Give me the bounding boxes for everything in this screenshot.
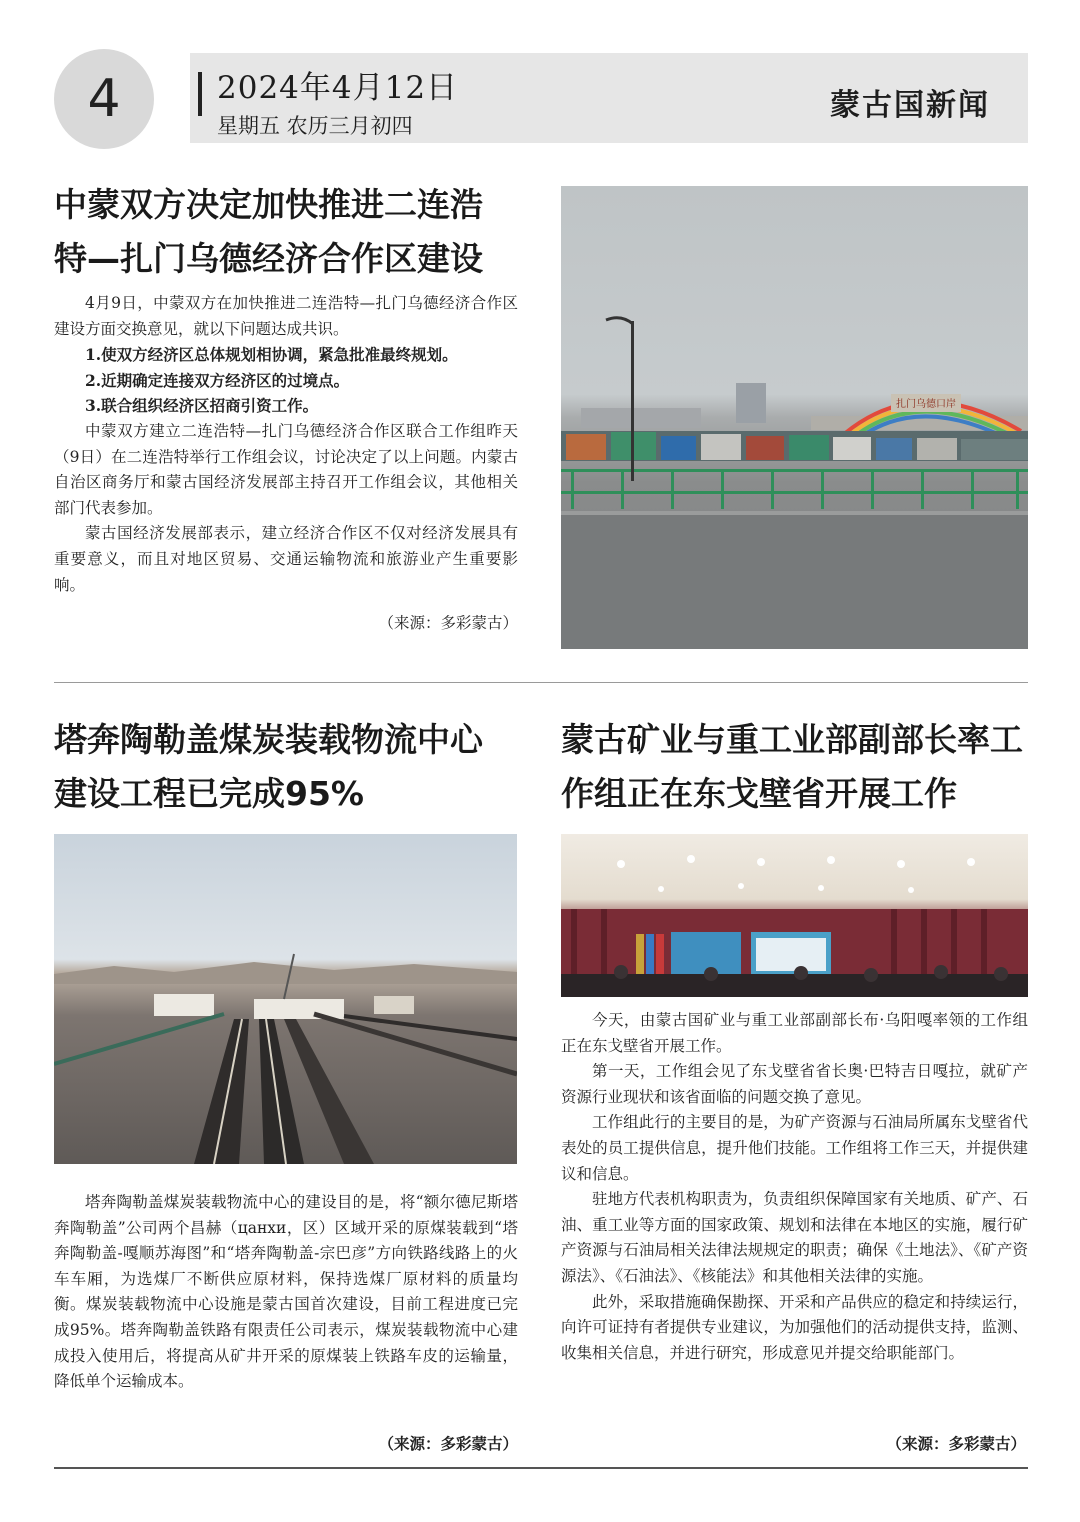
article3-paragraph: 驻地方代表机构职责为，负责组织保障国家有关地质、矿产、石油、重工业等方面的国家政策、规划和法律在本地区的实施，履行矿产资源与石油局相关法律法规规定的职责；确保《土地法》、《矿产资源法》、《石油法》、《核能法》和其他相关法律的实施。 xyxy=(561,1190,1028,1285)
article1-point-2: 2.近期确定连接双方经济区的过境点。 xyxy=(85,370,350,390)
article1-point-1: 1.使双方经济区总体规划相协调，紧急批准最终规划。 xyxy=(85,345,458,365)
bottom-rule xyxy=(54,1467,1028,1469)
section-divider xyxy=(54,682,1028,683)
article1-headline xyxy=(54,178,534,286)
page-number-badge xyxy=(54,49,154,149)
article2-source: （来源：多彩蒙古） xyxy=(378,1434,518,1453)
article2-title-line2: 建设工程已完成95% xyxy=(54,774,364,813)
header-divider xyxy=(198,72,202,116)
article1-paragraph: 蒙古国经济发展部表示，建立经济合作区不仅对经济发展具有重要意义，而且对地区贸易、交通运输物流和旅游业产生重要影响。 xyxy=(54,524,518,594)
article3-source: （来源：多彩蒙古） xyxy=(886,1434,1026,1453)
article3-paragraph: 工作组此行的主要目的是，为矿产资源与石油局所属东戈壁省代表处的员工提供信息，提升他们技能。工作组将工作三天，并提供建议和信息。 xyxy=(561,1113,1028,1183)
article2-body xyxy=(54,1190,518,1395)
article1-point-3: 3.联合组织经济区招商引资工作。 xyxy=(85,396,319,416)
port-gate-sign: 扎门乌德口岸 xyxy=(896,399,956,410)
article3-paragraph: 今天，由蒙古国矿业与重工业部副部长布·乌阳嘎率领的工作组正在东戈壁省开展工作。 xyxy=(561,1011,1028,1055)
section-title: 蒙古国新闻 xyxy=(830,88,990,123)
border-port-photo xyxy=(561,186,1028,649)
article1-body xyxy=(54,291,518,598)
article2-headline xyxy=(54,713,534,821)
article3-title-line2: 作组正在东戈壁省开展工作 xyxy=(561,774,957,813)
page-number: 4 xyxy=(87,69,121,129)
weekday-lunar-date: 星期五 农历三月初四 xyxy=(217,114,413,138)
meeting-photo xyxy=(561,834,1028,997)
article3-body xyxy=(561,1008,1028,1366)
article1-title-line1: 中蒙双方决定加快推进二连浩 xyxy=(54,185,483,224)
article3-paragraph: 第一天，工作组会见了东戈壁省省长奥·巴特吉日嘎拉，就矿产资源行业现状和该省面临的问题交换了意见。 xyxy=(561,1062,1028,1106)
article3-headline xyxy=(561,713,1041,821)
article2-paragraph: 塔奔陶勒盖煤炭装载物流中心的建设目的是，将“额尔德尼斯塔奔陶勒盖”公司两个昌赫（цанхи，区）区域开采的原煤装载到“塔奔陶勒盖-嘎顺苏海图”和“塔奔陶勒盖-宗巴彦”方向铁路线路上的火车车厢，为选煤厂不断供应原材料，保持选煤厂原材料的质量均衡。煤炭装载物流中心设施是蒙古国首次建设，目前工程进度已完成95%。塔奔陶勒盖铁路有限责任公司表示，煤炭装载物流中心建成投入使用后，将提高从矿井开采的原煤装上铁路车皮的运输量，降低单个运输成本。 xyxy=(54,1193,518,1391)
article2-title-line1: 塔奔陶勒盖煤炭装载物流中心 xyxy=(54,720,483,759)
article1-paragraph: 4月9日，中蒙双方在加快推进二连浩特—扎门乌德经济合作区建设方面交换意见，就以下问题达成共识。 xyxy=(54,294,518,338)
article1-paragraph: 中蒙双方建立二连浩特—扎门乌德经济合作区联合工作组昨天（9日）在二连浩特举行工作组会议，讨论决定了以上问题。内蒙古自治区商务厅和蒙古国经济发展部主持召开工作组会议，其他相关部门代表参加。 xyxy=(54,421,518,517)
article1-source: （来源：多彩蒙古） xyxy=(378,614,518,632)
article3-title-line1: 蒙古矿业与重工业部副部长率工 xyxy=(561,720,1023,759)
issue-date: 2024年4月12日 xyxy=(217,70,459,106)
article1-title-line2: 特—扎门乌德经济合作区建设 xyxy=(54,239,483,278)
article3-paragraph: 此外，采取措施确保勘探、开采和产品供应的稳定和持续运行，向许可证持有者提供专业建议，为加强他们的活动提供支持，监测、收集相关信息，并进行研究，形成意见并提交给职能部门。 xyxy=(561,1292,1028,1362)
coal-logistics-photo xyxy=(54,834,517,1164)
